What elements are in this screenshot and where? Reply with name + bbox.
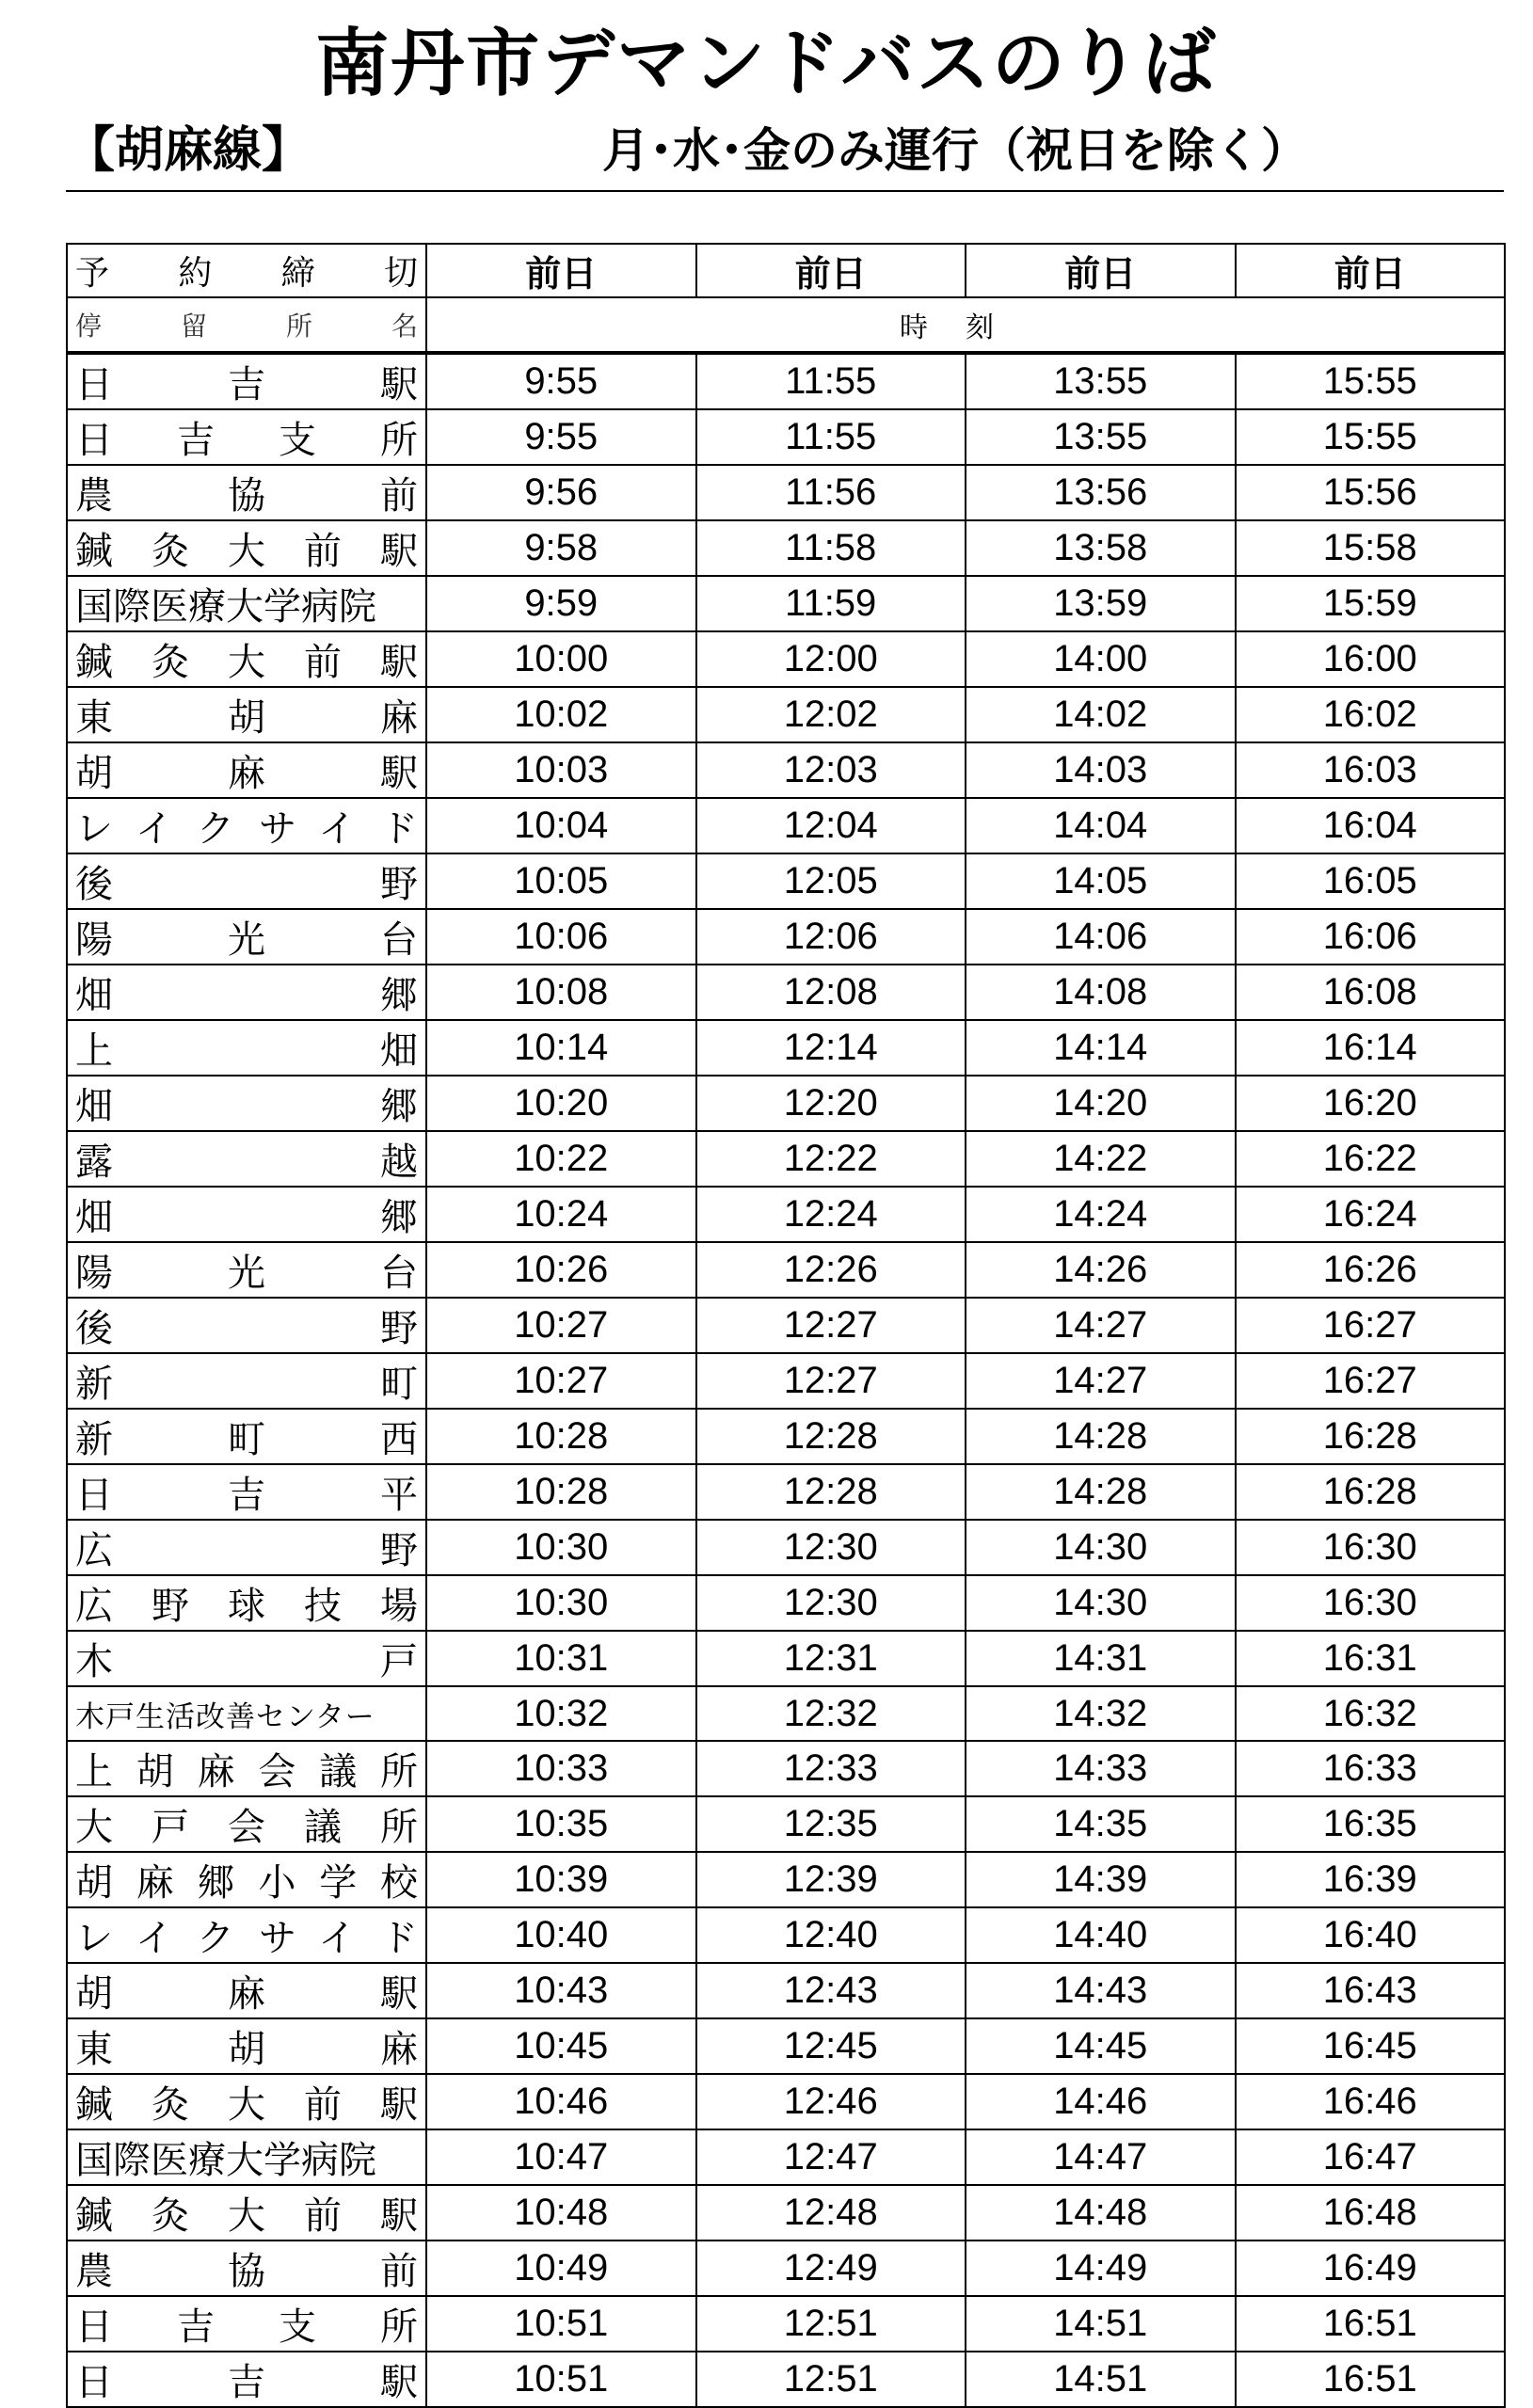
departure-time: 10:03 [426,742,696,798]
departure-time: 10:40 [426,1907,696,1963]
departure-time: 11:55 [696,353,966,409]
stop-name: 農協前 [67,465,426,520]
departure-time: 16:32 [1236,1686,1506,1741]
table-row [67,1076,1505,1131]
departure-time: 16:04 [1236,798,1506,853]
stop-name: 国際医療大学病院 [67,2129,426,2185]
departure-time: 16:49 [1236,2241,1506,2296]
departure-time: 11:59 [696,576,966,631]
table-row [67,965,1505,1020]
table-row [67,2074,1505,2129]
departure-time: 12:40 [696,1907,966,1963]
departure-time: 14:27 [966,1298,1236,1353]
stop-name: 後野 [67,853,426,909]
departure-time: 12:27 [696,1298,966,1353]
stop-name: 国際医療大学病院 [67,576,426,631]
departure-time: 12:30 [696,1575,966,1631]
departure-time: 9:59 [426,576,696,631]
departure-time: 16:02 [1236,687,1506,742]
departure-time: 14:24 [966,1187,1236,1242]
departure-time: 14:46 [966,2074,1236,2129]
departure-time: 14:05 [966,853,1236,909]
departure-time: 12:48 [696,2185,966,2241]
deadline-cell: 前日 [426,244,696,297]
stop-name: レイクサイド [67,1907,426,1963]
departure-time: 14:28 [966,1464,1236,1520]
departure-time: 16:05 [1236,853,1506,909]
table-row [67,1131,1505,1187]
departure-time: 14:51 [966,2296,1236,2352]
operating-days: 月･水･金のみ運行（祝日を除く） [602,123,1308,178]
departure-time: 14:30 [966,1520,1236,1575]
departure-time: 14:22 [966,1131,1236,1187]
departure-time: 10:47 [426,2129,696,2185]
departure-time: 12:22 [696,1131,966,1187]
departure-time: 10:00 [426,631,696,687]
table-row [67,853,1505,909]
departure-time: 9:55 [426,353,696,409]
stop-name: 胡麻駅 [67,1963,426,2018]
departure-time: 14:48 [966,2185,1236,2241]
departure-time: 14:28 [966,1409,1236,1464]
departure-time: 10:05 [426,853,696,909]
departure-time: 16:30 [1236,1575,1506,1631]
departure-time: 12:27 [696,1353,966,1409]
stop-name: 畑郷 [67,1076,426,1131]
departure-time: 10:49 [426,2241,696,2296]
stop-name: 陽光台 [67,909,426,965]
departure-time: 12:03 [696,742,966,798]
departure-time: 14:20 [966,1076,1236,1131]
stop-name: 鍼灸大前駅 [67,2185,426,2241]
table-row [67,2352,1505,2407]
stop-name: 鍼灸大前駅 [67,520,426,576]
departure-time: 12:05 [696,853,966,909]
departure-time: 16:28 [1236,1464,1506,1520]
departure-time: 14:39 [966,1852,1236,1907]
stop-name: 東胡麻 [67,2018,426,2074]
departure-time: 12:08 [696,965,966,1020]
deadline-cell: 前日 [966,244,1236,297]
departure-time: 14:02 [966,687,1236,742]
departure-time: 10:28 [426,1409,696,1464]
departure-time: 15:58 [1236,520,1506,576]
deadline-label: 予約締切 [67,244,426,297]
departure-time: 16:35 [1236,1796,1506,1852]
departure-time: 12:04 [696,798,966,853]
stop-name: 畑郷 [67,1187,426,1242]
departure-time: 14:04 [966,798,1236,853]
departure-time: 15:55 [1236,353,1506,409]
departure-time: 10:45 [426,2018,696,2074]
table-row [67,909,1505,965]
stop-name: 日吉支所 [67,409,426,465]
departure-time: 16:46 [1236,2074,1506,2129]
stop-name: 広野 [67,1520,426,1575]
table-row [67,1409,1505,1464]
table-row [67,2185,1505,2241]
table-row [67,1796,1505,1852]
departure-time: 13:55 [966,409,1236,465]
stop-name: 日吉駅 [67,353,426,409]
stop-name: 農協前 [67,2241,426,2296]
departure-time: 10:31 [426,1631,696,1686]
table-row [67,742,1505,798]
stop-name: 胡麻駅 [67,742,426,798]
table-row [67,1020,1505,1076]
departure-time: 16:31 [1236,1631,1506,1686]
departure-time: 12:00 [696,631,966,687]
table-row [67,353,1505,409]
table-row [67,687,1505,742]
table-row [67,1741,1505,1796]
departure-time: 12:02 [696,687,966,742]
departure-time: 16:08 [1236,965,1506,1020]
departure-time: 16:06 [1236,909,1506,965]
table-row [67,520,1505,576]
departure-time: 15:56 [1236,465,1506,520]
departure-time: 12:45 [696,2018,966,2074]
departure-time: 12:43 [696,1963,966,2018]
departure-time: 16:03 [1236,742,1506,798]
departure-time: 10:43 [426,1963,696,2018]
departure-time: 12:46 [696,2074,966,2129]
departure-time: 10:06 [426,909,696,965]
departure-time: 16:39 [1236,1852,1506,1907]
departure-time: 16:43 [1236,1963,1506,2018]
stop-name: 鍼灸大前駅 [67,2074,426,2129]
departure-time: 14:03 [966,742,1236,798]
departure-time: 16:27 [1236,1353,1506,1409]
title-divider [66,190,1504,192]
departure-time: 9:55 [426,409,696,465]
departure-time: 14:06 [966,909,1236,965]
departure-time: 16:26 [1236,1242,1506,1298]
departure-time: 16:20 [1236,1076,1506,1131]
departure-time: 10:30 [426,1520,696,1575]
departure-time: 16:33 [1236,1741,1506,1796]
departure-time: 16:14 [1236,1020,1506,1076]
departure-time: 10:27 [426,1298,696,1353]
departure-time: 14:33 [966,1741,1236,1796]
departure-time: 15:59 [1236,576,1506,631]
departure-time: 12:26 [696,1242,966,1298]
stop-name: 上畑 [67,1020,426,1076]
departure-time: 10:20 [426,1076,696,1131]
stop-name: レイクサイド [67,798,426,853]
departure-time: 14:14 [966,1020,1236,1076]
departure-time: 10:28 [426,1464,696,1520]
route-label: 【胡麻線】 [66,122,311,179]
timetable [66,243,1506,2408]
departure-time: 10:46 [426,2074,696,2129]
stop-name: 新町西 [67,1409,426,1464]
departure-time: 12:20 [696,1076,966,1131]
departure-time: 10:35 [426,1796,696,1852]
departure-time: 16:45 [1236,2018,1506,2074]
departure-time: 14:45 [966,2018,1236,2074]
stop-name: 東胡麻 [67,687,426,742]
departure-time: 10:33 [426,1741,696,1796]
stop-name: 胡麻郷小学校 [67,1852,426,1907]
deadline-cell: 前日 [696,244,966,297]
departure-time: 12:33 [696,1741,966,1796]
table-row [67,798,1505,853]
stop-name: 広野球技場 [67,1575,426,1631]
stop-name: 露越 [67,1131,426,1187]
departure-time: 10:39 [426,1852,696,1907]
stop-name: 日吉支所 [67,2296,426,2352]
departure-time: 13:59 [966,576,1236,631]
departure-time: 12:06 [696,909,966,965]
departure-time: 16:51 [1236,2296,1506,2352]
table-row [67,1520,1505,1575]
stop-name: 木戸生活改善センター [67,1686,426,1741]
departure-time: 10:48 [426,2185,696,2241]
departure-time: 10:30 [426,1575,696,1631]
stop-name: 陽光台 [67,1242,426,1298]
departure-time: 14:32 [966,1686,1236,1741]
departure-time: 16:22 [1236,1131,1506,1187]
departure-time: 12:14 [696,1020,966,1076]
departure-time: 10:51 [426,2352,696,2407]
table-row [67,1686,1505,1741]
time-column-header: 時刻 [426,297,1505,353]
departure-time: 12:51 [696,2352,966,2407]
departure-time: 12:35 [696,1796,966,1852]
table-row [67,1907,1505,1963]
table-row [67,465,1505,520]
stop-name: 日吉駅 [67,2352,426,2407]
table-row [67,409,1505,465]
page-title: 南丹市デマンドバスのりば [315,22,1218,106]
departure-time: 11:58 [696,520,966,576]
departure-time: 14:49 [966,2241,1236,2296]
departure-time: 14:40 [966,1907,1236,1963]
departure-time: 16:48 [1236,2185,1506,2241]
departure-time: 14:35 [966,1796,1236,1852]
table-row [67,1963,1505,2018]
departure-time: 16:28 [1236,1409,1506,1464]
departure-time: 12:24 [696,1187,966,1242]
departure-time: 11:55 [696,409,966,465]
departure-time: 10:27 [426,1353,696,1409]
departure-time: 16:40 [1236,1907,1506,1963]
stop-name: 後野 [67,1298,426,1353]
stop-name: 上胡麻会議所 [67,1741,426,1796]
table-row [67,576,1505,631]
departure-time: 14:26 [966,1242,1236,1298]
stop-column-header: 停留所名 [67,297,426,353]
departure-time: 14:31 [966,1631,1236,1686]
departure-time: 11:56 [696,465,966,520]
table-row [67,1464,1505,1520]
table-row [67,1353,1505,1409]
departure-time: 16:24 [1236,1187,1506,1242]
departure-time: 10:26 [426,1242,696,1298]
departure-time: 9:58 [426,520,696,576]
table-row [67,2296,1505,2352]
departure-time: 10:02 [426,687,696,742]
table-row [67,631,1505,687]
departure-time: 16:51 [1236,2352,1506,2407]
stop-name: 木戸 [67,1631,426,1686]
departure-time: 14:27 [966,1353,1236,1409]
stop-name: 畑郷 [67,965,426,1020]
table-row [67,2241,1505,2296]
departure-time: 14:00 [966,631,1236,687]
departure-time: 14:30 [966,1575,1236,1631]
stop-name: 新町 [67,1353,426,1409]
departure-time: 12:28 [696,1464,966,1520]
departure-time: 12:39 [696,1852,966,1907]
departure-time: 16:00 [1236,631,1506,687]
table-row [67,1242,1505,1298]
departure-time: 16:30 [1236,1520,1506,1575]
departure-time: 10:08 [426,965,696,1020]
deadline-cell: 前日 [1236,244,1506,297]
departure-time: 10:14 [426,1020,696,1076]
table-row [67,1575,1505,1631]
table-row [67,2018,1505,2074]
departure-time: 13:56 [966,465,1236,520]
departure-time: 14:08 [966,965,1236,1020]
departure-time: 14:47 [966,2129,1236,2185]
departure-time: 12:31 [696,1631,966,1686]
departure-time: 16:27 [1236,1298,1506,1353]
departure-time: 14:51 [966,2352,1236,2407]
departure-time: 14:43 [966,1963,1236,2018]
departure-time: 10:24 [426,1187,696,1242]
departure-time: 9:56 [426,465,696,520]
column-header-row [67,297,1505,353]
departure-time: 12:32 [696,1686,966,1741]
table-row [67,1631,1505,1686]
departure-time: 10:04 [426,798,696,853]
departure-time: 12:28 [696,1409,966,1464]
table-row [67,1852,1505,1907]
stop-name: 日吉平 [67,1464,426,1520]
table-row [67,2129,1505,2185]
table-row [67,1187,1505,1242]
departure-time: 13:55 [966,353,1236,409]
departure-time: 12:47 [696,2129,966,2185]
departure-time: 12:49 [696,2241,966,2296]
departure-time: 13:58 [966,520,1236,576]
stop-name: 大戸会議所 [67,1796,426,1852]
table-row [67,1298,1505,1353]
departure-time: 12:30 [696,1520,966,1575]
deadline-row [67,244,1505,297]
departure-time: 12:51 [696,2296,966,2352]
departure-time: 10:51 [426,2296,696,2352]
departure-time: 16:47 [1236,2129,1506,2185]
departure-time: 10:22 [426,1131,696,1187]
departure-time: 15:55 [1236,409,1506,465]
departure-time: 10:32 [426,1686,696,1741]
stop-name: 鍼灸大前駅 [67,631,426,687]
